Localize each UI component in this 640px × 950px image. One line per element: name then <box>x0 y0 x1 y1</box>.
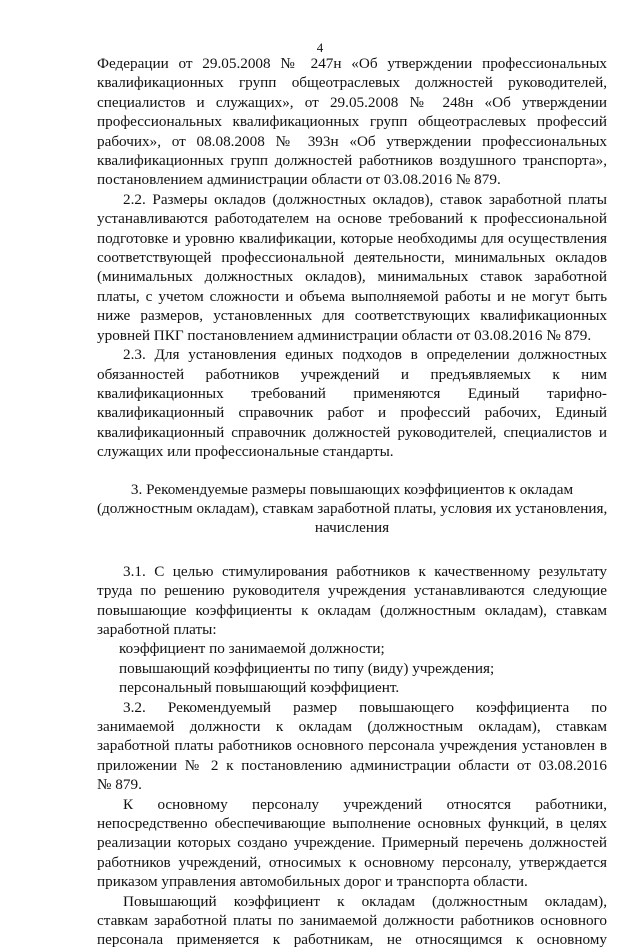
section-3-heading: (должностным окладам), ставкам заработной платы, условия их установления, <box>97 499 608 517</box>
paragraph-3-1-first-line: 3.1. С целью стимулирования работников к качественному результату <box>123 562 607 580</box>
section-3-heading: 3. Рекомендуемые размеры повышающих коэффициентов к окладам <box>130 480 574 498</box>
paragraph-2-2-first-line: 2.2. Размеры окладов (должностных окладов), ставок заработной платы <box>123 190 607 208</box>
text-line: приложении № 2 к постановлению администрации области от 03.08.2016 <box>97 756 607 774</box>
paragraph-2-3-first-line: 2.3. Для установления единых подходов в определении должностных <box>123 346 607 364</box>
text-line: (минимальных должностных окладов), минимальных ставок заработной <box>97 268 607 286</box>
text-line: квалификационный справочник работ и профессий рабочих, Единый <box>97 404 607 422</box>
text-line: служащих или профессиональные стандарты. <box>97 443 394 461</box>
text-line: ставкам заработной платы по занимаемой должности работников основного <box>97 912 607 930</box>
text-line: подготовке и уровню квалификации, которые необходимы для осуществления <box>97 229 607 247</box>
text-line: непосредственно обеспечивающие выполнение основных функций, в целях <box>97 815 607 833</box>
list-item: персональный повышающий коэффициент. <box>119 679 400 697</box>
list-item: коэффициент по занимаемой должности; <box>119 640 385 658</box>
text-line: ниже размеров, установленных для соответствующих квалификационных <box>97 307 607 325</box>
text-line: квалификационных групп должностей работников воздушного транспорта», <box>97 152 607 170</box>
list-item: повышающий коэффициенты по типу (виду) учреждения; <box>119 659 495 677</box>
text-line: повышающие коэффициенты к окладам (должностным окладам), ставкам <box>97 601 607 619</box>
text-line: постановлением администрации области от 03.08.2016 № 879. <box>97 171 501 189</box>
text-line: приказом управления автомобильных дорог и транспорта области. <box>97 873 528 891</box>
text-line: обязанностей работников учреждений и предъявляемых к ним <box>97 365 607 383</box>
section-3-heading: начисления <box>314 519 390 537</box>
text-line: Федерации от 29.05.2008 № 247н «Об утверждении профессиональных <box>97 55 607 72</box>
text-line: заработной платы: <box>97 620 217 638</box>
paragraph-first-line: К основному персоналу учреждений относятся работники, <box>123 795 607 813</box>
text-line: специалистов и служащих», от 29.05.2008 № 248н «Об утверждении <box>97 93 607 111</box>
paragraph-3-2-first-line: 3.2. Рекомендуемый размер повышающего коэффициента по <box>123 698 607 716</box>
text-line: рабочих», от 08.08.2008 № 393н «Об утверждении профессиональных <box>97 132 607 150</box>
text-line: заработной платы работников основного персонала учреждения установлен в <box>97 737 607 755</box>
text-line: занимаемой должности к окладам (должностным окладам), ставкам <box>97 718 607 735</box>
paragraph-first-line: Повышающий коэффициент к окладам (должностным окладам), <box>123 892 607 910</box>
text-line: уровней ПКГ постановлением администрации области от 03.08.2016 № 879. <box>97 326 592 344</box>
text-line: труда по решению руководителя учреждения устанавливаются следующие <box>97 582 607 600</box>
text-line: реализации которых создано учреждение. Примерный перечень должностей <box>97 834 607 852</box>
text-line: работников учреждений, относимых к основному персоналу, утверждается <box>97 853 607 871</box>
text-line: квалификационный справочник должностей руководителей, специалистов и <box>97 423 607 441</box>
text-line: платы, с учетом сложности и объема выполняемой работы и не могут быть <box>97 287 607 305</box>
document-body <box>97 54 607 950</box>
text-line: № 879. <box>97 776 142 794</box>
text-line: квалификационных групп общеотраслевых должностей руководителей, <box>97 74 607 92</box>
text-line: соответствующей профессиональной деятельности, минимальных окладов <box>97 249 607 267</box>
text-line: персонала применяется к работникам, не относящимся к основному <box>97 931 607 949</box>
text-line: профессиональных квалификационных групп общеотраслевых профессий <box>97 113 607 131</box>
text-line: квалификационных требований применяются Единый тарифно- <box>97 384 607 402</box>
text-line: устанавливаются работодателем на основе требований к профессиональной <box>97 210 607 228</box>
page-number: 4 <box>316 40 324 55</box>
